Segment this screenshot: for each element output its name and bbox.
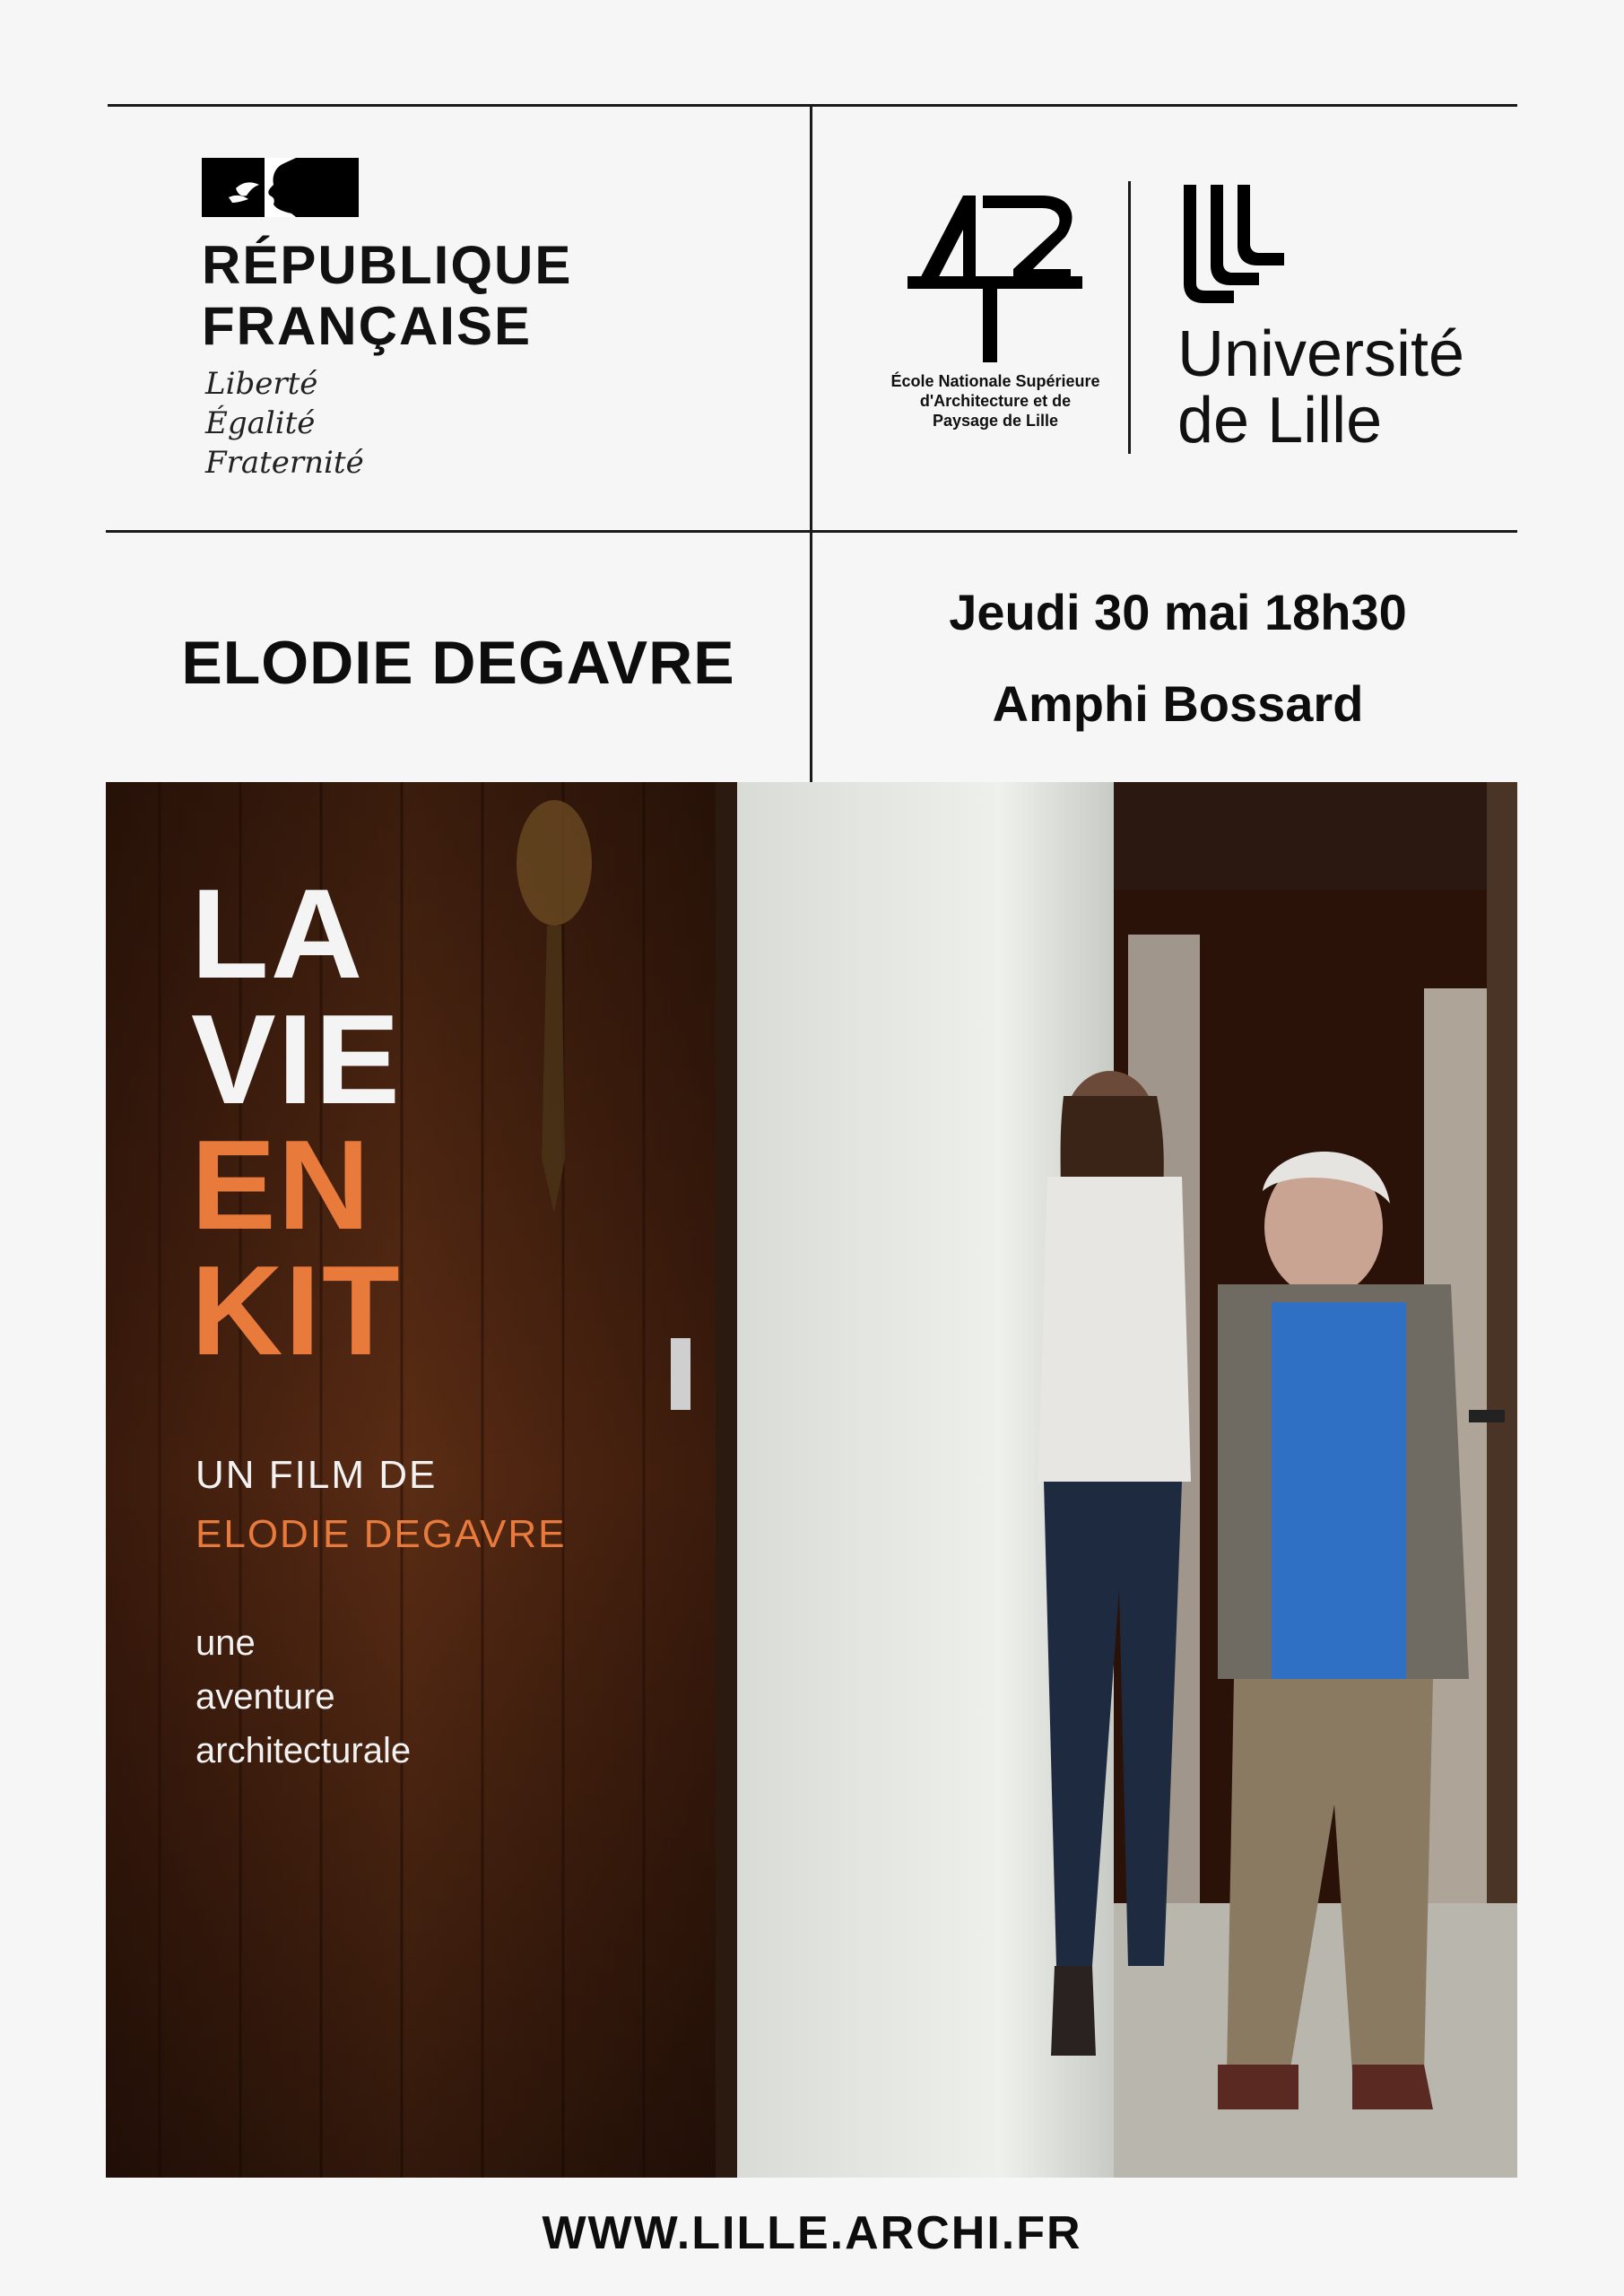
motto-egalite: Égalité <box>205 405 316 441</box>
title-word-la: LA <box>191 863 365 1005</box>
ensapl-name: École Nationale Supérieure d'Architecture et de Paysage de Lille <box>890 372 1100 430</box>
motto-fraternite: Fraternité <box>205 445 364 481</box>
ensapl-logo-icon <box>908 183 1082 362</box>
ul-name-line2: de Lille <box>1177 385 1383 457</box>
universite-lille-name <box>1177 318 1465 457</box>
film-tagline <box>195 1616 411 1778</box>
republique-motto <box>205 364 364 483</box>
universite-lille-logo-icon <box>1180 185 1288 303</box>
byline-director: ELODIE DEGAVRE <box>195 1512 567 1556</box>
tagline-line: architecturale <box>195 1731 412 1770</box>
marianne-icon <box>202 158 359 217</box>
film-poster <box>106 782 1517 2178</box>
title-word-en: EN <box>191 1114 372 1257</box>
film-title <box>191 863 402 1382</box>
tagline-line: aventure <box>195 1677 335 1717</box>
event-date: Jeudi 30 mai 18h30 <box>949 584 1407 640</box>
motto-liberte: Liberté <box>205 366 318 402</box>
rf-name-line2: FRANÇAISE <box>202 296 533 356</box>
ul-name-line1: Université <box>1177 318 1465 390</box>
top-rule <box>108 104 1517 107</box>
title-word-kit: KIT <box>191 1239 402 1382</box>
byline-prefix: UN FILM DE <box>195 1453 438 1497</box>
event-room: Amphi Bossard <box>992 675 1364 732</box>
title-word-vie: VIE <box>191 988 402 1131</box>
logo-divider <box>1128 181 1131 454</box>
republique-francaise-logo <box>202 158 650 490</box>
website-link[interactable]: WWW.LILLE.ARCHI.FR <box>542 2207 1082 2259</box>
speaker-name: ELODIE DEGAVRE <box>181 629 735 697</box>
film-byline <box>195 1446 567 1564</box>
republique-francaise-name <box>202 235 572 357</box>
rf-name-line1: RÉPUBLIQUE <box>202 235 573 295</box>
tagline-line: une <box>195 1623 256 1663</box>
